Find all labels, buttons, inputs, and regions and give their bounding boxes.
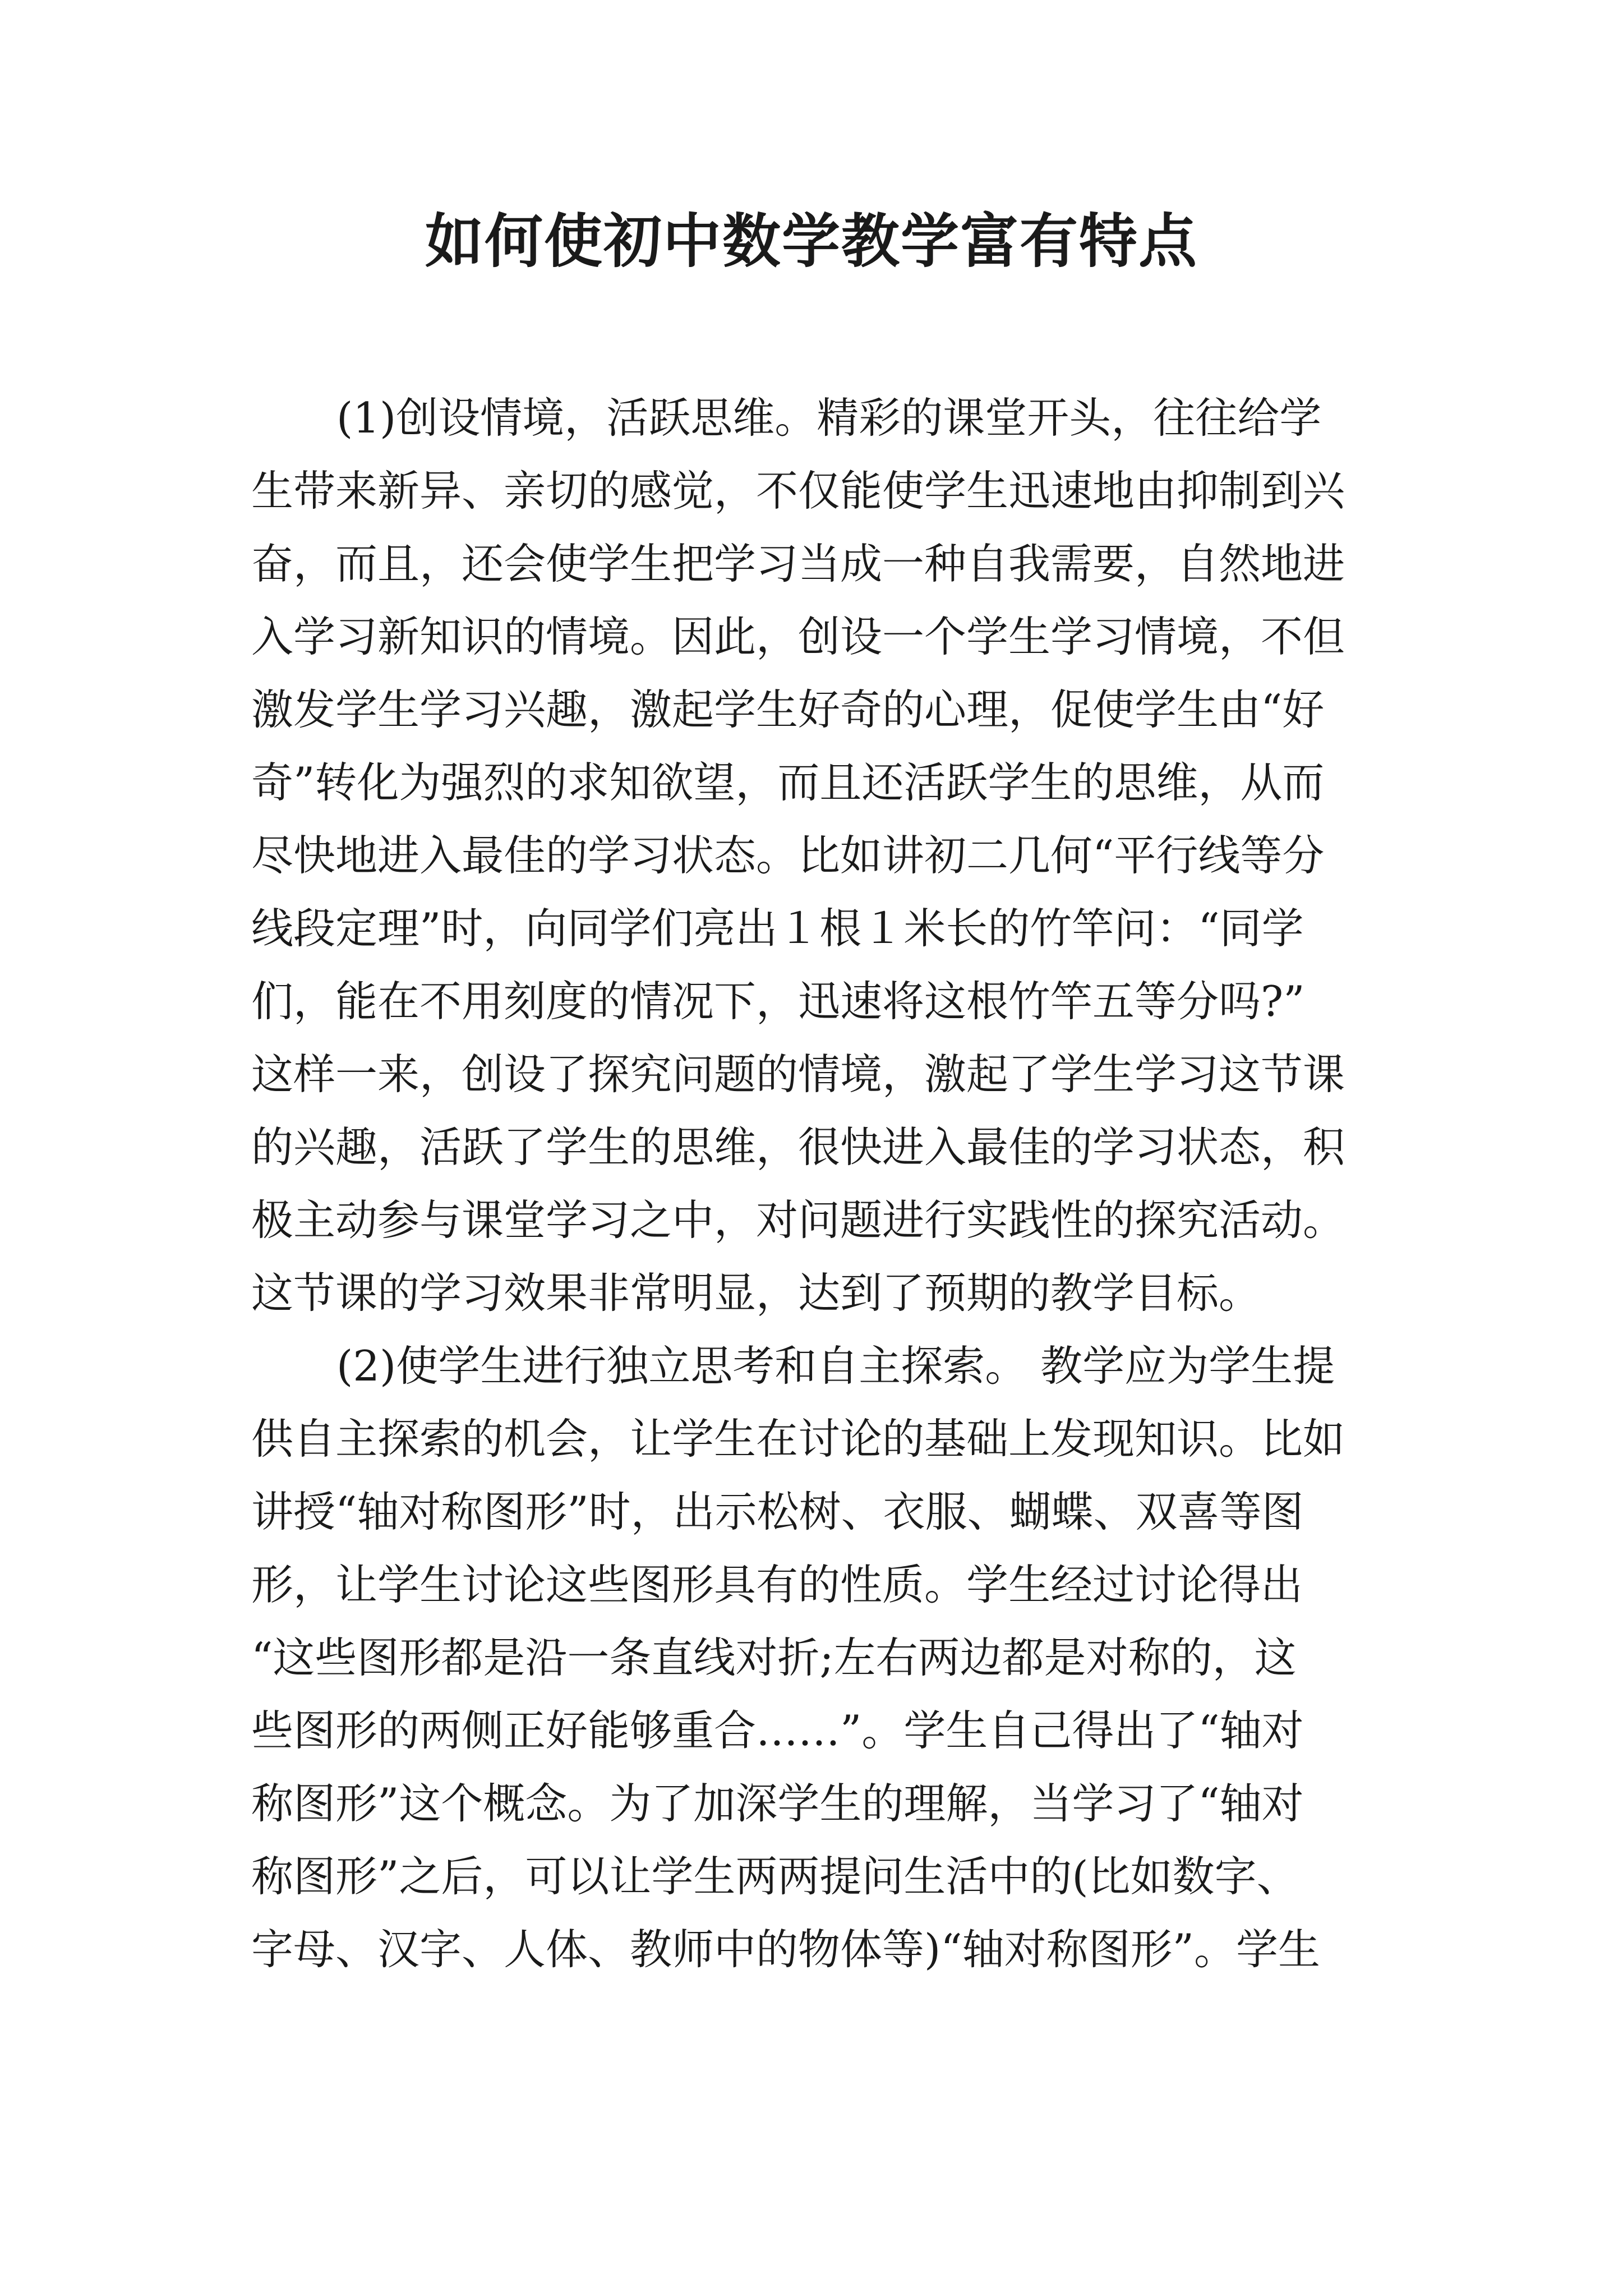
- paragraph-2-line-8: 称图形”之后，可以让学生两两提问生活中的(比如数字、: [251, 1852, 1299, 1901]
- paragraph-1-line-10: 这样一来，创设了探究问题的情境，激起了学生学习这节课: [251, 1050, 1345, 1099]
- paragraph-2-line-6: 些图形的两侧正好能够重合……”。学生自己得出了“轴对: [251, 1706, 1304, 1755]
- paragraph-2-line-5: “这些图形都是沿一条直线对折;左右两边都是对称的，这: [251, 1633, 1297, 1682]
- paragraph-1-line-8: 线段定理”时，向同学们亮出１根１米长的竹竿问：“同学: [251, 904, 1304, 953]
- paragraph-1-line-4: 入学习新知识的情境。因此，创设一个学生学习情境，不但: [251, 612, 1345, 661]
- paragraph-1-line-1: (1)创设情境，活跃思维。精彩的课堂开头，往往给学: [336, 393, 1322, 443]
- paragraph-1-line-5: 激发学生学习兴趣，激起学生好奇的心理，促使学生由“好: [251, 685, 1325, 734]
- paragraph-2-line-1: (2)使学生进行独立思考和自主探索。 教学应为学生提: [336, 1341, 1335, 1391]
- paragraph-1-line-9: 们，能在不用刻度的情况下，迅速将这根竹竿五等分吗?”: [251, 977, 1305, 1026]
- paragraph-1-line-3: 奋，而且，还会使学生把学习当成一种自我需要，自然地进: [251, 539, 1345, 588]
- paragraph-2-line-2: 供自主探索的机会，让学生在讨论的基础上发现知识。比如: [251, 1414, 1345, 1464]
- paragraph-1-line-7: 尽快地进入最佳的学习状态。比如讲初二几何“平行线等分: [251, 831, 1325, 880]
- paragraph-1-line-2: 生带来新异、亲切的感觉，不仅能使学生迅速地由抑制到兴: [251, 466, 1345, 516]
- paragraph-1-line-12: 极主动参与课堂学习之中，对问题进行实践性的探究活动。: [251, 1195, 1345, 1245]
- paragraph-2-line-7: 称图形”这个概念。为了加深学生的理解，当学习了“轴对: [251, 1779, 1304, 1828]
- document-title: 如何使初中数学教学富有特点: [425, 207, 1198, 275]
- paragraph-1-line-11: 的兴趣，活跃了学生的思维，很快进入最佳的学习状态，积: [251, 1122, 1345, 1172]
- paragraph-1-line-6: 奇”转化为强烈的求知欲望，而且还活跃学生的思维，从而: [251, 758, 1325, 807]
- paragraph-2-line-4: 形，让学生讨论这些图形具有的性质。学生经过讨论得出: [251, 1560, 1303, 1609]
- paragraph-2-line-3: 讲授“轴对称图形”时，出示松树、衣服、蝴蝶、双喜等图: [251, 1487, 1304, 1536]
- paragraph-1-line-13: 这节课的学习效果非常明显，达到了预期的教学目标。: [251, 1268, 1261, 1318]
- paragraph-2-line-9: 字母、汉字、人体、教师中的物体等)“轴对称图形”。学生: [251, 1925, 1320, 1974]
